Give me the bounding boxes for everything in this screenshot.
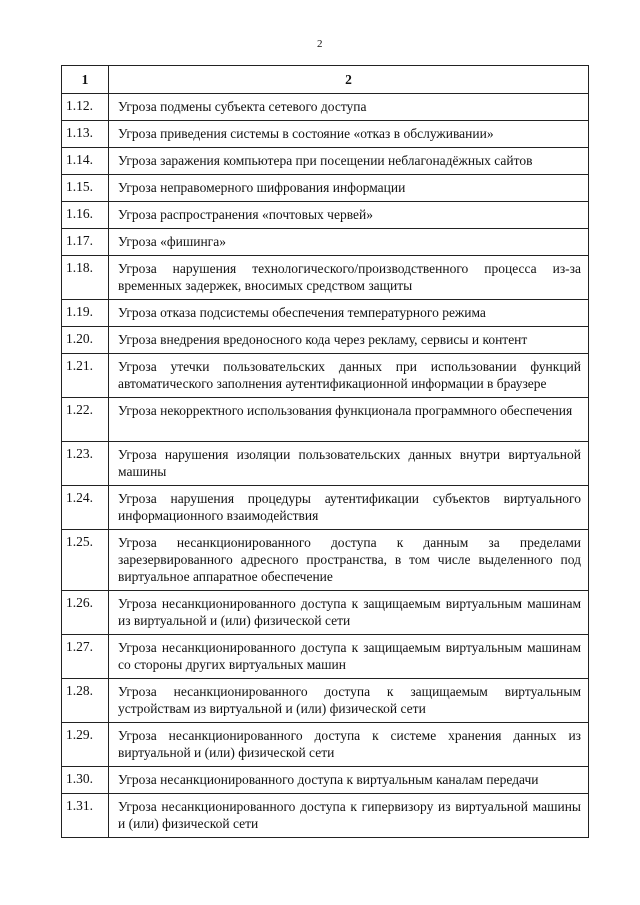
row-number: 1.20.	[62, 327, 109, 354]
row-number: 1.18.	[62, 256, 109, 300]
table-row	[62, 767, 589, 794]
table-row	[62, 635, 589, 679]
threat-description: Угроза отказа подсистемы обеспечения температурного режима	[109, 300, 589, 327]
threat-description: Угроза «фишинга»	[109, 229, 589, 256]
table-row	[62, 202, 589, 229]
table-row	[62, 327, 589, 354]
table-row	[62, 530, 589, 591]
threat-table	[61, 65, 589, 838]
threat-description: Угроза несанкционированного доступа к защищаемым виртуальным машинам из виртуальной и (или) физической сети	[109, 591, 589, 635]
threat-description: Угроза подмены субъекта сетевого доступа	[109, 94, 589, 121]
threat-description: Угроза несанкционированного доступа к системе хранения данных из виртуальной и (или) физической сети	[109, 723, 589, 767]
table-row	[62, 442, 589, 486]
table-row	[62, 679, 589, 723]
table-row	[62, 256, 589, 300]
table-header-row	[62, 66, 589, 94]
row-number: 1.30.	[62, 767, 109, 794]
threat-description: Угроза неправомерного шифрования информации	[109, 175, 589, 202]
threat-description: Угроза несанкционированного доступа к данным за пределами зарезервированного адресного пространства, в том числе выделенного под виртуальное аппаратное обеспечение	[109, 530, 589, 591]
table-row	[62, 94, 589, 121]
table-row	[62, 723, 589, 767]
row-number: 1.17.	[62, 229, 109, 256]
threat-description: Угроза нарушения процедуры аутентификации субъектов виртуального информационного взаимодействия	[109, 486, 589, 530]
threat-description: Угроза внедрения вредоносного кода через рекламу, сервисы и контент	[109, 327, 589, 354]
table-row	[62, 486, 589, 530]
table-row	[62, 148, 589, 175]
row-number: 1.22.	[62, 398, 109, 442]
threat-description: Угроза приведения системы в состояние «отказ в обслуживании»	[109, 121, 589, 148]
row-number: 1.31.	[62, 794, 109, 838]
row-number: 1.14.	[62, 148, 109, 175]
threat-description: Угроза несанкционированного доступа к гипервизору из виртуальной машины и (или) физической сети	[109, 794, 589, 838]
row-number: 1.13.	[62, 121, 109, 148]
threat-description: Угроза утечки пользовательских данных при использовании функций автоматического заполнения аутентификационной информации в браузере	[109, 354, 589, 398]
threat-description: Угроза несанкционированного доступа к защищаемым виртуальным устройствам из виртуальной и (или) физической сети	[109, 679, 589, 723]
row-number: 1.23.	[62, 442, 109, 486]
page-number: 2	[317, 38, 323, 50]
threat-description: Угроза некорректного использования функционала программного обеспечения	[109, 398, 589, 442]
row-number: 1.29.	[62, 723, 109, 767]
table-row	[62, 229, 589, 256]
table-row	[62, 591, 589, 635]
table-row	[62, 794, 589, 838]
table-row	[62, 354, 589, 398]
row-number: 1.28.	[62, 679, 109, 723]
row-number: 1.26.	[62, 591, 109, 635]
threat-description: Угроза нарушения изоляции пользовательских данных внутри виртуальной машины	[109, 442, 589, 486]
table-row	[62, 398, 589, 442]
row-number: 1.24.	[62, 486, 109, 530]
threat-description: Угроза распространения «почтовых червей»	[109, 202, 589, 229]
column-header-description: 2	[109, 66, 589, 94]
table-row	[62, 300, 589, 327]
threat-description: Угроза несанкционированного доступа к защищаемым виртуальным машинам со стороны других виртуальных машин	[109, 635, 589, 679]
threat-description: Угроза заражения компьютера при посещении неблагонадёжных сайтов	[109, 148, 589, 175]
row-number: 1.19.	[62, 300, 109, 327]
table-row	[62, 121, 589, 148]
row-number: 1.15.	[62, 175, 109, 202]
row-number: 1.16.	[62, 202, 109, 229]
threat-description: Угроза несанкционированного доступа к виртуальным каналам передачи	[109, 767, 589, 794]
row-number: 1.12.	[62, 94, 109, 121]
row-number: 1.25.	[62, 530, 109, 591]
table-row	[62, 175, 589, 202]
row-number: 1.21.	[62, 354, 109, 398]
threat-description: Угроза нарушения технологического/производственного процесса из-за временных задержек, вносимых средством защиты	[109, 256, 589, 300]
column-header-number: 1	[62, 66, 109, 94]
row-number: 1.27.	[62, 635, 109, 679]
